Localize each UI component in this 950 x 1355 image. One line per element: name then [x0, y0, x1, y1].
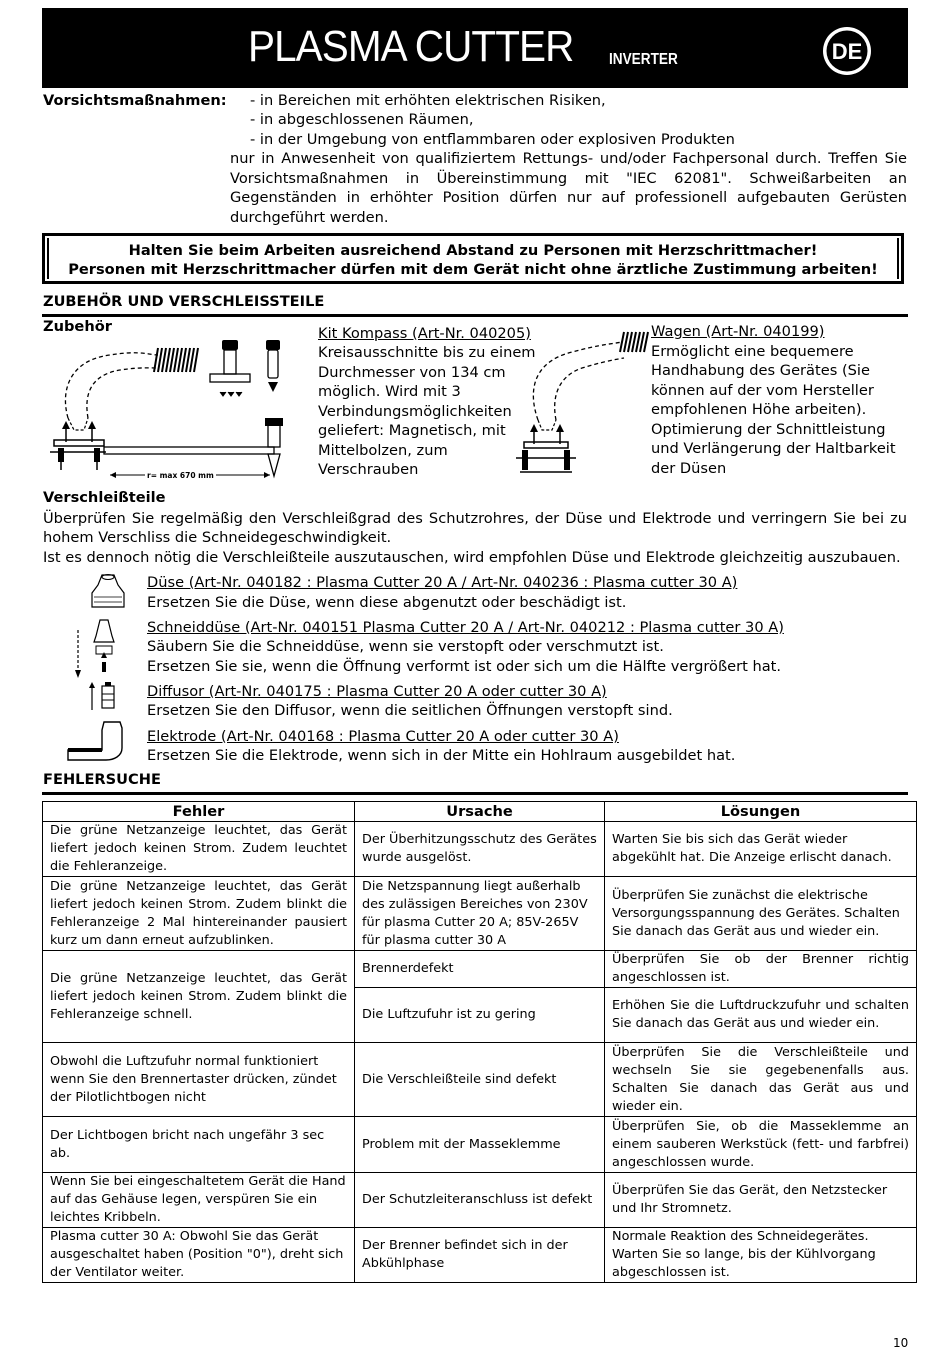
cause-cell: Der Brenner befindet sich in der Abkühlphase [355, 1228, 605, 1283]
table-row [43, 951, 917, 988]
wear-part-text: Ersetzen Sie sie, wenn die Öffnung verformt ist oder sich um die Hälfte vergrößert hat. [147, 658, 782, 675]
wear-part-title: Schneiddüse (Art-Nr. 040151 Plasma Cutter 20 A / Art-Nr. 040212 : Plasma cutter 30 A) [147, 619, 784, 636]
kit-compass-line: Kreisausschnitte bis zu einem [318, 344, 536, 361]
wear-part-text: Säubern Sie die Schneiddüse, wenn sie verstopft oder verschmutzt ist. [147, 638, 664, 655]
precaution-paragraph-line: nur in Anwesenheit von qualifiziertem Rettungs- und/oder Fachpersonal durch. Treffen Sie [230, 150, 907, 167]
cart-title: Wagen (Art-Nr. 040199) [651, 323, 825, 340]
column-header: Ursache [355, 802, 605, 822]
precaution-item: - in Bereichen mit erhöhten elektrischen Risiken, [250, 92, 606, 109]
cart-line: Handhabung des Gerätes (Sie [651, 362, 870, 379]
warning-line: Personen mit Herzschrittmacher dürfen mit dem Gerät nicht ohne ärztliche Zustimmung arbeiten! [68, 261, 878, 278]
precaution-item: - in abgeschlossenen Räumen, [250, 111, 474, 128]
fault-cell: Die grüne Netzanzeige leuchtet, das Gerät liefert jedoch keinen Strom. Zudem blinkt die Fehleranzeige 2 Mal hintereinander pausiert kurz um dann erneut aufzublinken. [43, 877, 355, 951]
table-row [43, 1043, 917, 1117]
cause-cell: Der Schutzleiteranschluss ist defekt [355, 1173, 605, 1228]
column-header: Lösungen [605, 802, 917, 822]
kit-compass-line: Durchmesser von 134 cm [318, 364, 506, 381]
precautions-label: Vorsichtsmaßnahmen: [43, 92, 227, 109]
page-title: PLASMA CUTTER [248, 22, 574, 71]
cause-cell: Problem mit der Masseklemme [355, 1117, 605, 1173]
fault-cell: Der Lichtbogen bricht nach ungefähr 3 sec ab. [43, 1117, 355, 1173]
nozzle-icon [88, 571, 128, 611]
cause-cell: Die Netzspannung liegt außerhalb des zulässigen Bereiches von 230V für plasma Cutter 20 A; 85V-265V für plasma cutter 30 A [355, 877, 605, 951]
kit-compass-line: möglich. Wird mit 3 [318, 383, 461, 400]
accessories-subtitle: Zubehör [43, 318, 112, 335]
fault-cell: Die grüne Netzanzeige leuchtet, das Gerät liefert jedoch keinen Strom. Zudem leuchtet die Fehleranzeige. [43, 822, 355, 877]
wear-parts-intro: Ist es dennoch nötig die Verschleißteile auszutauschen, wird empfohlen Düse und Elektrode gleichzeitig auszubauen. [43, 549, 901, 566]
table-row [43, 822, 917, 877]
solution-cell: Überprüfen Sie die Verschleißteile und wechseln Sie sie gegebenenfalls aus. Schalten Sie danach das Gerät aus und wieder ein. [605, 1043, 917, 1117]
kit-compass-line: Verbindungsmöglichkeiten [318, 403, 512, 420]
solution-cell: Überprüfen Sie das Gerät, den Netzstecker und Ihr Stromnetz. [605, 1173, 917, 1228]
cart-line: empfohlenen Höhe arbeiten). [651, 401, 867, 418]
table-header-row [43, 802, 917, 822]
table-row [43, 1117, 917, 1173]
solution-cell: Normale Reaktion des Schneidegerätes. Warten Sie so lange, bis der Kühlvorgang abgeschlossen ist. [605, 1228, 917, 1283]
precaution-item: - in der Umgebung von entflammbaren oder explosiven Produkten [250, 131, 735, 148]
cart-line: können auf der vom Hersteller [651, 382, 874, 399]
kit-compass-line: Mittelbolzen, zum [318, 442, 448, 459]
troubleshooting-section-title: FEHLERSUCHE [43, 771, 161, 788]
warning-line: Halten Sie beim Arbeiten ausreichend Abstand zu Personen mit Herzschrittmacher! [128, 242, 818, 259]
cause-cell: Brennerdefekt [355, 951, 605, 988]
kit-compass-line: Verschrauben [318, 461, 419, 478]
kit-compass-line: geliefert: Magnetisch, mit [318, 422, 506, 439]
cart-line: Optimierung der Schnittleistung [651, 421, 886, 438]
fault-cell: Plasma cutter 30 A: Obwohl Sie das Gerät ausgeschaltet haben (Position "0"), dreht sich der Ventilator weiter. [43, 1228, 355, 1283]
pacemaker-warning-box [42, 233, 904, 284]
wear-parts-title: Verschleißteile [43, 489, 166, 506]
accessories-section-title: ZUBEHÖR UND VERSCHLEISSTEILE [43, 293, 325, 310]
radius-label: r= max 670 mm [147, 471, 214, 480]
fault-cell: Wenn Sie bei eingeschaltetem Gerät die Hand auf das Gehäuse legen, verspüren Sie ein leichtes Kribbeln. [43, 1173, 355, 1228]
solution-cell: Überprüfen Sie, ob die Masseklemme an einem sauberen Werkstück (fett- und farbfrei) angeschlossen wurde. [605, 1117, 917, 1173]
fault-cell: Die grüne Netzanzeige leuchtet, das Gerät liefert jedoch keinen Strom. Zudem blinkt die Fehleranzeige schnell. [43, 951, 355, 1043]
compass-kit-illustration [50, 330, 312, 482]
wear-part-text: Ersetzen Sie die Elektrode, wenn sich in der Mitte ein Hohlraum ausgebildet hat. [147, 747, 736, 764]
troubleshooting-table [42, 801, 917, 1283]
solution-cell: Erhöhen Sie die Luftdruckzufuhr und schalten Sie danach das Gerät aus und wieder ein. [605, 988, 917, 1043]
kit-compass-title: Kit Kompass (Art-Nr. 040205) [318, 325, 531, 342]
cart-line: der Düsen [651, 460, 727, 477]
wear-part-title: Diffusor (Art-Nr. 040175 : Plasma Cutter 20 A oder cutter 30 A) [147, 683, 607, 700]
precaution-paragraph-line: durchgeführt werden. [230, 209, 389, 226]
badge-label: DE [831, 39, 863, 64]
section-rule [42, 314, 908, 317]
wear-part-title: Elektrode (Art-Nr. 040168 : Plasma Cutter 20 A oder cutter 30 A) [147, 728, 619, 745]
cart-illustration [512, 322, 650, 482]
wear-parts-intro: hohem Verschliss die Schneidegeschwindigkeit. [43, 529, 392, 546]
solution-cell: Überprüfen Sie ob der Brenner richtig angeschlossen ist. [605, 951, 917, 988]
language-badge-icon [821, 25, 873, 77]
cause-cell: Die Verschleißteile sind defekt [355, 1043, 605, 1117]
table-row [43, 877, 917, 951]
precaution-paragraph-line: Gegenständen in erhöhter Position dürfen nur auf professionell aufgebauten Gerüsten [230, 189, 907, 206]
solution-cell: Warten Sie bis sich das Gerät wieder abgekühlt hat. Die Anzeige erlischt danach. [605, 822, 917, 877]
electrode-icon [64, 718, 130, 764]
wear-part-title: Düse (Art-Nr. 040182 : Plasma Cutter 20 A / Art-Nr. 040236 : Plasma cutter 30 A) [147, 574, 738, 591]
cause-cell: Der Überhitzungsschutz des Gerätes wurde ausgelöst. [355, 822, 605, 877]
table-row [43, 1228, 917, 1283]
page-number: 10 [893, 1336, 909, 1350]
cart-line: und Verlängerung der Haltbarkeit [651, 440, 896, 457]
cause-cell: Die Luftzufuhr ist zu gering [355, 988, 605, 1043]
cart-line: Ermöglicht eine bequemere [651, 343, 854, 360]
diffuser-icon [86, 680, 126, 714]
page-header-bar [42, 8, 908, 88]
page-subtitle: INVERTER [609, 51, 678, 68]
wear-parts-intro: Überprüfen Sie regelmäßig den Verschleißgrad des Schutzrohres, der Düse und Elektrode und verringern Sie bei zu [43, 510, 907, 527]
section-rule [42, 792, 908, 795]
precaution-paragraph-line: Vorsichtsmaßnahmen in Übereinstimmung mit "IEC 62081". Schweißarbeiten an [230, 170, 907, 187]
fault-cell: Obwohl die Luftzufuhr normal funktioniert wenn Sie den Brennertaster drücken, zündet der Pilotlichtbogen nicht [43, 1043, 355, 1117]
cutting-nozzle-icon [72, 616, 128, 680]
table-row [43, 1173, 917, 1228]
wear-part-text: Ersetzen Sie die Düse, wenn diese abgenutzt oder beschädigt ist. [147, 594, 627, 611]
column-header: Fehler [43, 802, 355, 822]
wear-part-text: Ersetzen Sie den Diffusor, wenn die seitlichen Öffnungen verstopft sind. [147, 702, 673, 719]
solution-cell: Überprüfen Sie zunächst die elektrische Versorgungsspannung des Gerätes. Schalten Sie danach das Gerät aus und wieder ein. [605, 877, 917, 951]
